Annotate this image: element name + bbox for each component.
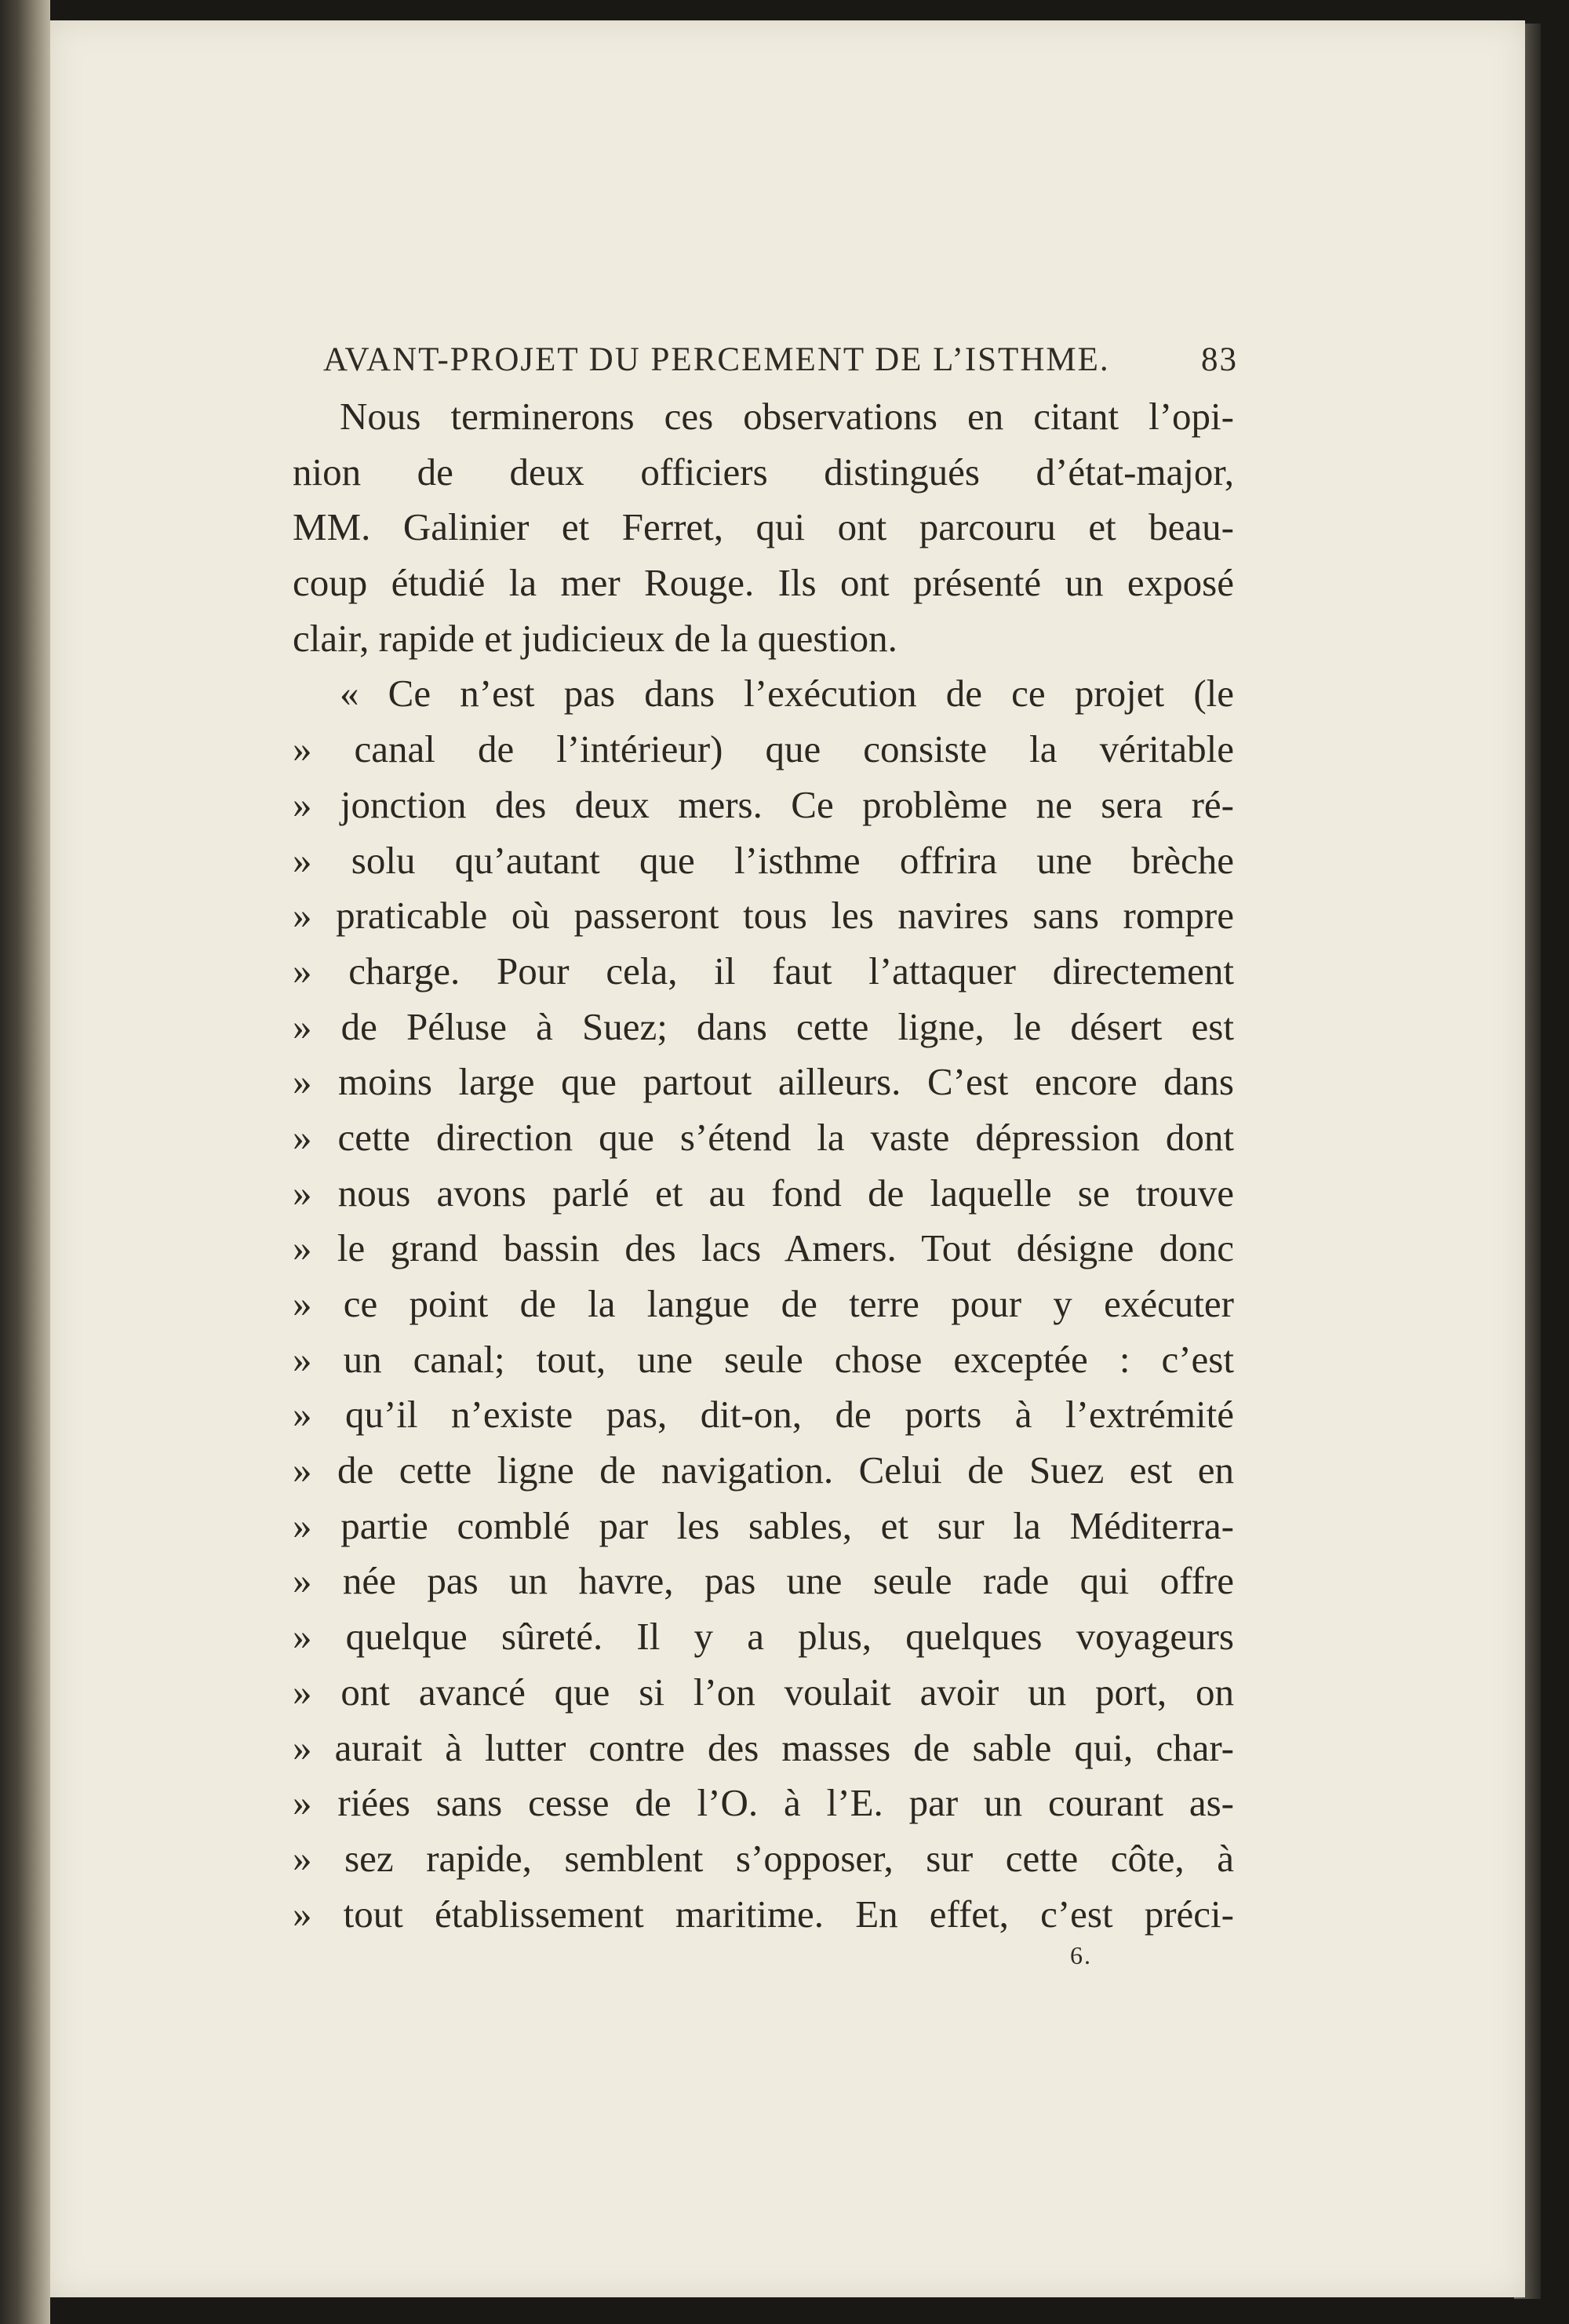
running-head	[323, 341, 1238, 379]
quote-line: » canal de l’intérieur) que consiste la véritable	[293, 727, 1234, 771]
quote-line: » ont avancé que si l’on voulait avoir un port, on	[293, 1670, 1234, 1714]
quote-line: » praticable où passeront tous les navires sans rompre	[293, 894, 1234, 938]
body-text	[293, 389, 1234, 1942]
signature-mark: 6.	[1070, 1941, 1092, 1969]
quote-line: » cette direction que s’étend la vaste dépression dont	[293, 1115, 1234, 1159]
quote-line: » de Péluse à Suez; dans cette ligne, le désert est	[293, 1004, 1234, 1048]
quote-line: » ce point de la langue de terre pour y exécuter	[293, 1282, 1234, 1325]
text-line: nion de deux officiers distingués d’état-major,	[293, 450, 1234, 494]
running-head-title: AVANT-PROJET DU PERCEMENT DE L’ISTHME.	[323, 341, 1110, 378]
text-line: Nous terminerons ces observations en citant l’opi-	[340, 395, 1234, 438]
book-spine-edge	[0, 0, 50, 2324]
quote-line: » tout établissement maritime. En effet, c’est préci-	[293, 1892, 1234, 1936]
quote-line: » quelque sûreté. Il y a plus, quelques voyageurs	[293, 1615, 1234, 1659]
quote-line: » qu’il n’existe pas, dit-on, de ports à l’extrémité	[293, 1393, 1234, 1437]
page-number: 83	[1201, 341, 1238, 378]
quote-line: » le grand bassin des lacs Amers. Tout désigne donc	[293, 1226, 1234, 1270]
quote-line: » jonction des deux mers. Ce problème ne sera ré-	[293, 782, 1234, 826]
quote-line: » partie comblé par les sables, et sur la Méditerra-	[293, 1503, 1234, 1547]
quote-line: » riées sans cesse de l’O. à l’E. par un courant as-	[293, 1781, 1234, 1825]
text-line: coup étudié la mer Rouge. Ils ont présenté un exposé	[293, 561, 1234, 605]
quote-line: » charge. Pour cela, il faut l’attaquer directement	[293, 949, 1234, 993]
quote-line: « Ce n’est pas dans l’exécution de ce projet (le	[340, 672, 1234, 716]
text-line: MM. Galinier et Ferret, qui ont parcouru et beau-	[293, 505, 1234, 549]
quote-line: » moins large que partout ailleurs. C’est encore dans	[293, 1060, 1234, 1104]
text-line: clair, rapide et judicieux de la question.	[293, 616, 897, 660]
quote-line: » nous avons parlé et au fond de laquelle se trouve	[293, 1171, 1234, 1215]
quote-line: » aurait à lutter contre des masses de sable qui, char-	[293, 1725, 1234, 1769]
quote-line: » sez rapide, semblent s’opposer, sur cette côte, à	[293, 1836, 1234, 1880]
book-page	[50, 20, 1525, 2297]
quote-line: » un canal; tout, une seule chose exceptée : c’est	[293, 1337, 1234, 1381]
quote-line: » née pas un havre, pas une seule rade qui offre	[293, 1559, 1234, 1603]
quote-line: » solu qu’autant que l’isthme offrira une brèche	[293, 838, 1234, 882]
quote-line: » de cette ligne de navigation. Celui de Suez est en	[293, 1448, 1234, 1492]
